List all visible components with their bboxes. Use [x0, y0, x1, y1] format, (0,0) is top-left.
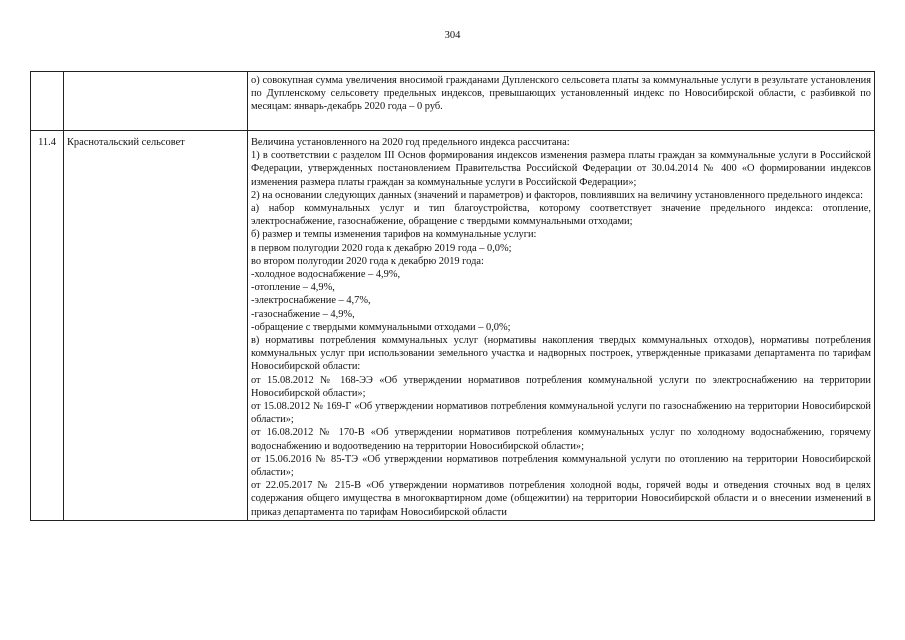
description-cell [248, 72, 875, 131]
description-paragraph: от 22.05.2017 № 215-В «Об утверждении нормативов потребления холодной воды, горячей воды и отведения сточных вод в целях содержания общего имущества в многоквартирном доме (общежитии) на территории Новосибирской области и о внесении изменений в приказ департамента по тарифам Новосибирской области [251, 480, 871, 518]
description-paragraph: во втором полугодии 2020 года к декабрю 2019 года: [251, 255, 484, 267]
description-paragraph: в) нормативы потребления коммунальных услуг (нормативы накопления твердых коммунальных отходов), нормативы потребления коммунальных услуг при использовании земельного участка и надворных построек, утвержденные приказами департамента по тарифам Новосибирской области: [251, 335, 871, 373]
description-paragraph: б) размер и темпы изменения тарифов на коммунальные услуги: [251, 229, 537, 241]
table-row [31, 72, 875, 131]
settlement-name-cell: Краснотальский сельсовет [64, 131, 248, 521]
description-paragraph: -холодное водоснабжение – 4,9%, [251, 269, 401, 281]
description-paragraph: Величина установленного на 2020 год предельного индекса рассчитана: [251, 137, 570, 148]
tariff-table [30, 71, 875, 521]
settlement-name-cell [64, 72, 248, 131]
description-cell [248, 131, 875, 521]
description-paragraph: от 16.08.2012 № 170-В «Об утверждении нормативов потребления коммунальных услуг по холодному водоснабжению, горячему водоснабжению и водоотведению на территории Новосибирской области»; [251, 427, 871, 452]
description-paragraph: -газоснабжение – 4,9%, [251, 308, 355, 320]
description-paragraph: а) набор коммунальных услуг и тип благоустройства, которому соответствует значение предельного индекса: отопление, электроснабжение, газоснабжение, обращение с твердыми коммунальными отходами; [251, 203, 871, 228]
description-paragraph: о) совокупная сумма увеличения вносимой гражданами Дупленского сельсовета платы за коммунальные услуги в результате установления по Дупленскому сельсовету предельных индексов, превышающих установленный индекс по Новосибирской области, с разбивкой по месяцам: январь-декабрь 2020 года – 0 руб. [251, 75, 871, 113]
page-bottom-margin [0, 607, 905, 640]
table-row [31, 131, 875, 521]
description-paragraph: от 15.06.2016 № 85-ТЭ «Об утверждении нормативов потребления коммунальной услуги по отоплению на территории Новосибирской области»; [251, 453, 871, 479]
description-paragraph: -электроснабжение – 4,7%, [251, 295, 371, 307]
description-paragraph: -отопление – 4,9%, [251, 282, 335, 294]
description-paragraph: в первом полугодии 2020 года к декабрю 2019 года – 0,0%; [251, 242, 512, 254]
description-paragraph: -обращение с твердыми коммунальными отходами – 0,0%; [251, 321, 511, 333]
description-paragraph: от 15.08.2012 № 168-ЭЭ «Об утверждении нормативов потребления коммунальной услуги по электроснабжению на территории Новосибирской области»; [251, 374, 871, 399]
description-paragraph: 2) на основании следующих данных (значений и параметров) и факторов, повлиявших на величину установленного предельного индекса: [251, 189, 864, 201]
description-paragraph: от 15.08.2012 № 169-Г «Об утверждении нормативов потребления коммунальной услуги по газоснабжению на территории Новосибирской области»; [251, 401, 871, 426]
row-number-cell: 11.4 [31, 131, 64, 521]
description-paragraph: 1) в соответствии с разделом III Основ формирования индексов изменения размера платы граждан за коммунальные услуги в Российской Федерации, утвержденных постановлением Правительства Российской Федерации от 30.04.2014 № 400 «О формировании индексов изменения размера платы граждан за коммунальные услуги в Российской Федерации»; [251, 150, 871, 188]
row-number-cell [31, 72, 64, 131]
page-number: 304 [444, 30, 461, 41]
